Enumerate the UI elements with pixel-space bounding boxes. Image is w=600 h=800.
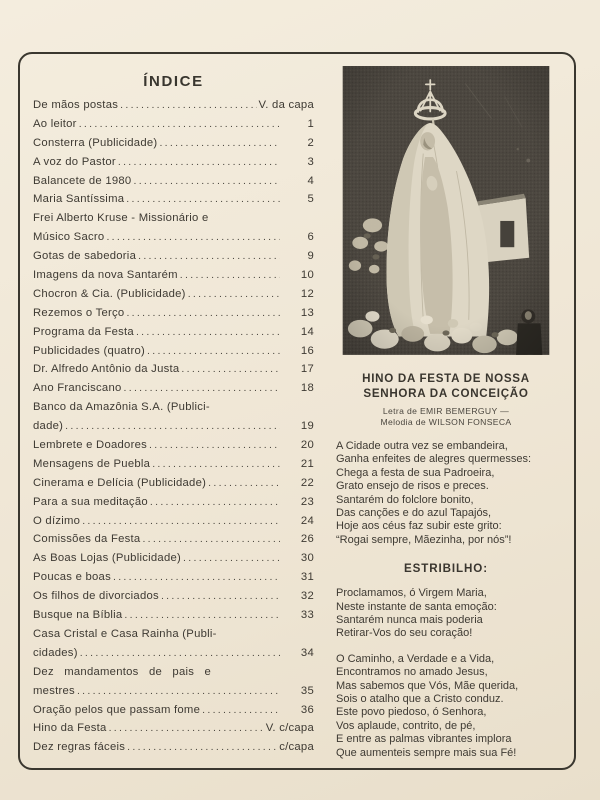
page-border-frame (18, 52, 576, 770)
index-entry-label: Frei Alberto Kruse - Missionário e (33, 212, 209, 225)
index-entry (33, 666, 314, 685)
index-list (33, 99, 314, 760)
dots-leader (159, 137, 280, 149)
index-entry (33, 175, 314, 194)
hymn-line: Grato ensejo de risos e preces. (336, 480, 489, 493)
index-entry (33, 99, 314, 118)
index-entry (33, 571, 314, 590)
index-entry (33, 647, 314, 666)
hymn-credit-lyrics: Letra de EMIR BEMERGUY — (382, 405, 510, 416)
index-entry-page: 13 (300, 306, 314, 319)
hymn-line: Proclamamos, ó Virgem Maria, (336, 587, 487, 600)
dots-leader (202, 704, 280, 716)
index-entry-page: 4 (307, 174, 314, 187)
dots-leader (82, 515, 280, 527)
index-entry (33, 401, 314, 420)
index-entry (33, 552, 314, 571)
index-entry-page: V. c/capa (265, 722, 314, 735)
index-entry (33, 269, 314, 288)
index-entry-page: 10 (300, 269, 314, 282)
index-entry-label: A voz do Pastor (33, 155, 116, 168)
hymn-verse-3 (336, 653, 564, 760)
index-entry-label: Para a sua meditação (33, 495, 148, 508)
estribilho-heading: ESTRIBILHO: (404, 562, 488, 576)
index-entry-page: V. da capa (258, 99, 314, 111)
index-entry-label: Maria Santíssima (33, 193, 125, 206)
index-entry (33, 609, 314, 628)
index-entry-label: Imagens da nova Santarém (33, 269, 178, 282)
dots-leader (161, 590, 280, 602)
hymn-line: Retirar-Vos do seu coração! (336, 627, 473, 640)
index-entry-label: Poucas e boas (33, 571, 111, 584)
dots-leader (183, 552, 280, 564)
index-entry-page: c/capa (279, 741, 314, 754)
dots-leader (180, 269, 280, 281)
hymn-line: Que aumenteis sempre mais sua Fé! (336, 746, 517, 759)
index-entry-label: Comissões da Festa (33, 533, 141, 546)
index-entry (33, 307, 314, 326)
index-entry-label: Banco da Amazônia S.A. (Publici- (33, 401, 210, 414)
hymn-line: Ganha enfeites de alegres quermesses: (336, 453, 532, 466)
index-entry-label: Balancete de 1980 (33, 174, 132, 187)
hymn-line: Neste instante de santa emoção: (336, 600, 497, 613)
dots-leader (149, 439, 280, 451)
index-entry-label: Oração pelos que passam fome (33, 703, 201, 716)
index-entry-page: 24 (300, 514, 314, 527)
index-entry-label: Publicidades (quatro) (33, 344, 146, 357)
index-entry-page: 12 (300, 287, 314, 300)
index-entry-page: 22 (300, 476, 314, 489)
index-entry-label: Músico Sacro (33, 231, 105, 244)
dots-leader (118, 156, 280, 168)
index-entry-label: Dez regras fáceis (33, 741, 126, 754)
index-entry (33, 288, 314, 307)
hymn-verse-2 (336, 587, 564, 641)
index-entry-page: 20 (300, 439, 314, 452)
dots-leader (208, 477, 280, 489)
dots-leader (136, 326, 280, 338)
index-entry (33, 704, 314, 723)
index-entry (33, 439, 314, 458)
index-entry-label: Ano Franciscano (33, 382, 122, 395)
hymn-line: Sois o atalho que a Cristo conduz. (336, 692, 504, 705)
index-entry-label: Lembrete e Doadores (33, 439, 148, 452)
hymn-line: “Rogai sempre, Mãezinha, por nós”! (336, 533, 512, 546)
index-entry-page: 3 (307, 155, 314, 168)
index-entry-page: 1 (307, 117, 314, 130)
index-entry-page: 31 (300, 571, 314, 584)
dots-leader (181, 363, 280, 375)
dots-leader (124, 609, 280, 621)
index-entry-label: Cinerama e Delícia (Publicidade) (33, 476, 207, 489)
index-entry-page: 6 (307, 231, 314, 244)
dots-leader (133, 175, 280, 187)
index-entry (33, 741, 314, 760)
hymn-line: E entre as palmas vibrantes implora (336, 733, 512, 746)
index-entry (33, 118, 314, 137)
dots-leader (120, 99, 256, 111)
index-entry-label: Rezemos o Terço (33, 306, 125, 319)
dots-leader (127, 741, 277, 753)
index-entry-label: Busque na Bíblia (33, 609, 123, 622)
index-entry-label: O dízimo (33, 514, 81, 527)
dots-leader (79, 118, 280, 130)
index-entry-label: Gotas de sabedoria (33, 250, 137, 263)
hymn-line: Das canções e do azul Tapajós, (336, 506, 492, 519)
index-column (33, 64, 314, 760)
dots-leader (126, 307, 280, 319)
index-entry (33, 628, 314, 647)
index-entry-label: dade) (33, 420, 64, 433)
hymn-title-line1: HINO DA FESTA DE NOSSA (362, 371, 530, 385)
index-entry (33, 533, 314, 552)
dots-leader (150, 496, 280, 508)
index-entry (33, 458, 314, 477)
index-entry-page: 9 (307, 250, 314, 263)
index-entry (33, 382, 314, 401)
index-entry-label: Dez mandamentos de pais e (33, 665, 212, 678)
index-entry-page: 21 (300, 457, 314, 470)
index-entry (33, 156, 314, 175)
index-entry-label: Ao leitor (33, 117, 77, 130)
hymn-line: Mas sabemos que Vós, Mãe querida, (336, 679, 519, 692)
index-entry (33, 496, 314, 515)
index-entry (33, 477, 314, 496)
index-entry (33, 193, 314, 212)
index-entry-label: Consterra (Publicidade) (33, 136, 158, 149)
index-entry-label: Chocron & Cia. (Publicidade) (33, 287, 186, 300)
index-entry-label: As Boas Lojas (Publicidade) (33, 552, 182, 565)
index-entry-page: 26 (300, 533, 314, 546)
dots-leader (106, 231, 280, 243)
dots-leader (80, 647, 280, 659)
index-entry-label: mestres (33, 684, 75, 697)
dots-leader (147, 345, 280, 357)
index-entry (33, 515, 314, 534)
dots-leader (109, 722, 264, 734)
hymn-line: Vos aplaude, contrito, de pé, (336, 719, 476, 732)
index-entry (33, 137, 314, 156)
index-entry (33, 722, 314, 741)
statue-photo (328, 66, 564, 355)
dots-leader (77, 685, 280, 697)
index-entry-page: 34 (300, 646, 314, 659)
index-entry (33, 345, 314, 364)
hymn-title (328, 371, 564, 401)
hymn-line: Santarém nunca mais poderia (336, 613, 483, 626)
index-entry-page: 14 (300, 325, 314, 338)
hymn-line: O Caminho, a Verdade e a Vida, (336, 652, 495, 665)
index-entry-page: 17 (300, 363, 314, 376)
index-entry-page: 23 (300, 495, 314, 508)
dots-leader (126, 193, 280, 205)
hymn-column (328, 64, 564, 760)
hymn-credits (328, 406, 564, 428)
hymn-line: Chega a festa de sua Padroeira, (336, 466, 495, 479)
index-entry-label: De mãos postas (33, 99, 119, 111)
index-entry (33, 326, 314, 345)
index-entry-page: 32 (300, 590, 314, 603)
index-entry-page: 2 (307, 136, 314, 149)
index-entry-page: 30 (300, 552, 314, 565)
dots-leader (188, 288, 280, 300)
index-entry-label: Mensagens de Puebla (33, 457, 151, 470)
index-entry-label: Hino da Festa (33, 722, 107, 735)
dots-leader (152, 458, 280, 470)
dots-leader (142, 533, 280, 545)
index-entry-label: Programa da Festa (33, 325, 134, 338)
index-entry-label: Dr. Alfredo Antônio da Justa (33, 363, 180, 376)
index-entry (33, 212, 314, 231)
index-entry-page: 5 (307, 193, 314, 206)
hymn-line: A Cidade outra vez se embandeira, (336, 439, 508, 452)
index-entry-page: 33 (300, 609, 314, 622)
index-entry (33, 420, 314, 439)
hymn-line: Este povo piedoso, ó Senhora, (336, 706, 487, 719)
index-entry (33, 250, 314, 269)
index-entry-page: 36 (300, 703, 314, 716)
hymn-line: Hoje aos céus faz subir este grito: (336, 520, 502, 533)
hymn-line: Encontramos no amado Jesus, (336, 666, 488, 679)
index-entry-label: Os filhos de divorciados (33, 590, 159, 603)
hymn-title-line2: SENHORA DA CONCEIÇÃO (363, 386, 529, 400)
dots-leader (113, 571, 280, 583)
index-entry (33, 590, 314, 609)
index-entry-page: 19 (300, 420, 314, 433)
index-entry (33, 231, 314, 250)
index-entry-label: cidades) (33, 646, 78, 659)
index-entry-label: Casa Cristal e Casa Rainha (Publi- (33, 627, 217, 640)
hymn-verse-1 (336, 440, 564, 547)
dots-leader (124, 382, 280, 394)
hymn-credit-melody: Melodia de WILSON FONSECA (380, 416, 512, 427)
index-entry-page: 35 (300, 684, 314, 697)
hymn-line: Santarém do folclore bonito, (336, 493, 474, 506)
dots-leader (138, 250, 280, 262)
index-title: ÍNDICE (143, 73, 204, 90)
dots-leader (65, 420, 280, 432)
index-entry (33, 363, 314, 382)
index-entry (33, 685, 314, 704)
index-entry-page: 18 (300, 382, 314, 395)
index-entry-page: 16 (300, 344, 314, 357)
